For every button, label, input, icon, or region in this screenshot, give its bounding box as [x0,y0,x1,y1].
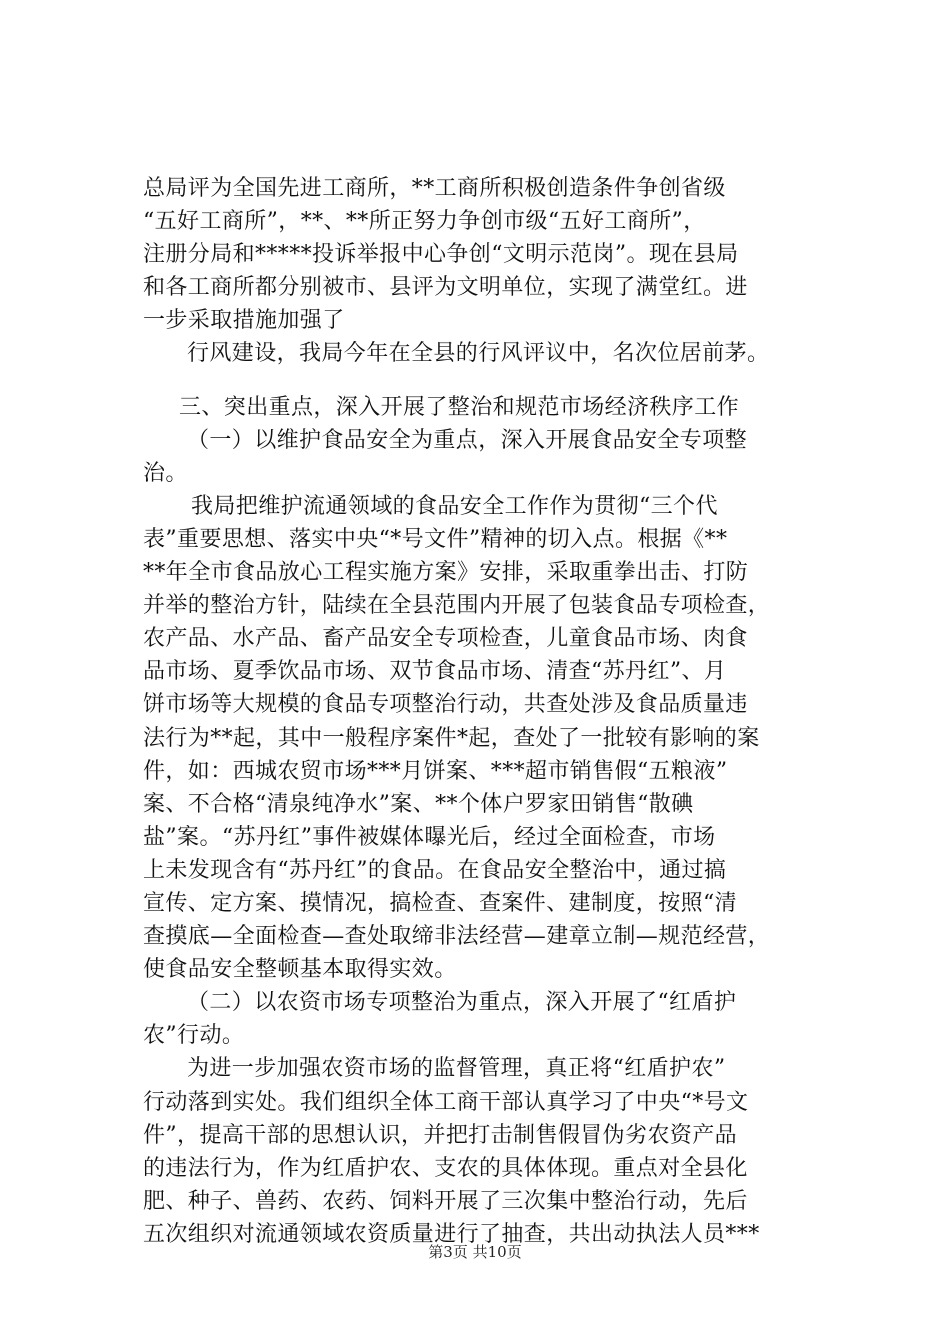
text-line: 为进一步加强农资市场的监督管理，真正将“红盾护农” [187,1056,726,1082]
text-line: 件”，提高干部的思想认识，并把打击制售假冒伪劣农资产品 [143,1122,738,1148]
subsection-heading: （一）以维护食品安全为重点，深入开展食品安全专项整 [187,427,748,453]
text-line: “五好工商所”，**、**所正努力争创市级“五好工商所”， [143,209,706,235]
document-body [143,172,823,1251]
text-line: 使食品安全整顿基本取得实效。 [143,957,457,983]
text-line: 治。 [143,460,188,486]
page-number-footer: 第3页 共10页 [428,1243,522,1261]
text-line: 案、不合格“清泉纯净水”案、**个体户罗家田销售“散碘 [143,791,694,817]
text-line: 并举的整治方针，陆续在全县范围内开展了包装食品专项检查， [143,593,771,619]
text-line: 表”重要思想、落实中央“*号文件”精神的切入点。根据《** [143,526,728,552]
text-line: 行风建设，我局今年在全县的行风评议中，名次位居前茅。 [187,341,770,367]
text-line: 五次组织对流通领域农资质量进行了抽查，共出动执法人员*** [143,1221,760,1247]
text-line: 宣传、定方案、摸情况，搞检查、查案件、建制度，按照“清 [143,890,738,916]
text-line: 的违法行为，作为红盾护农、支农的具体体现。重点对全县化 [143,1155,748,1181]
text-line: 农”行动。 [143,1023,245,1049]
text-line: 农产品、水产品、畜产品安全专项检查，儿童食品市场、肉食 [143,626,748,652]
text-line: 件，如：西城农贸市场***月饼案、***超市销售假“五粮液” [143,758,728,784]
text-line: 和各工商所都分别被市、县评为文明单位，实现了满堂红。进 [143,275,748,301]
text-line: 饼市场等大规模的食品专项整治行动，共查处涉及食品质量违 [143,692,748,718]
text-line: 一步采取措施加强了 [143,308,345,334]
text-line: 总局评为全国先进工商所，**工商所积极创造条件争创省级 [143,176,726,201]
text-line: 行动落到实处。我们组织全体工商干部认真学习了中央“*号文 [143,1089,749,1115]
text-line: 查摸底—全面检查—查处取缔非法经营—建章立制—规范经营， [143,924,771,950]
text-line: 法行为**起，其中一般程序案件*起，查处了一批较有影响的案 [143,725,760,751]
text-line: 肥、种子、兽药、农药、饲料开展了三次集中整治行动，先后 [143,1188,748,1214]
text-line: 盐”案。“苏丹红”事件被媒体曝光后，经过全面检查，市场 [143,824,716,850]
text-line: 注册分局和*****投诉举报中心争创“文明示范岗”。现在县局 [143,242,739,268]
text-line: 我局把维护流通领域的食品安全工作作为贯彻“三个代 [191,493,718,519]
paragraph-gap [143,371,823,391]
section-heading: 三、突出重点，深入开展了整治和规范市场经济秩序工作 [179,394,740,420]
text-line: **年全市食品放心工程实施方案》安排，采取重拳出击、打防 [143,560,749,586]
text-line: 上未发现含有“苏丹红”的食品。在食品安全整治中，通过搞 [143,857,727,883]
text-line: 品市场、夏季饮品市场、双节食品市场、清查“苏丹红”、月 [143,659,727,685]
subsection-heading: （二）以农资市场专项整治为重点，深入开展了“红盾护 [187,990,737,1016]
